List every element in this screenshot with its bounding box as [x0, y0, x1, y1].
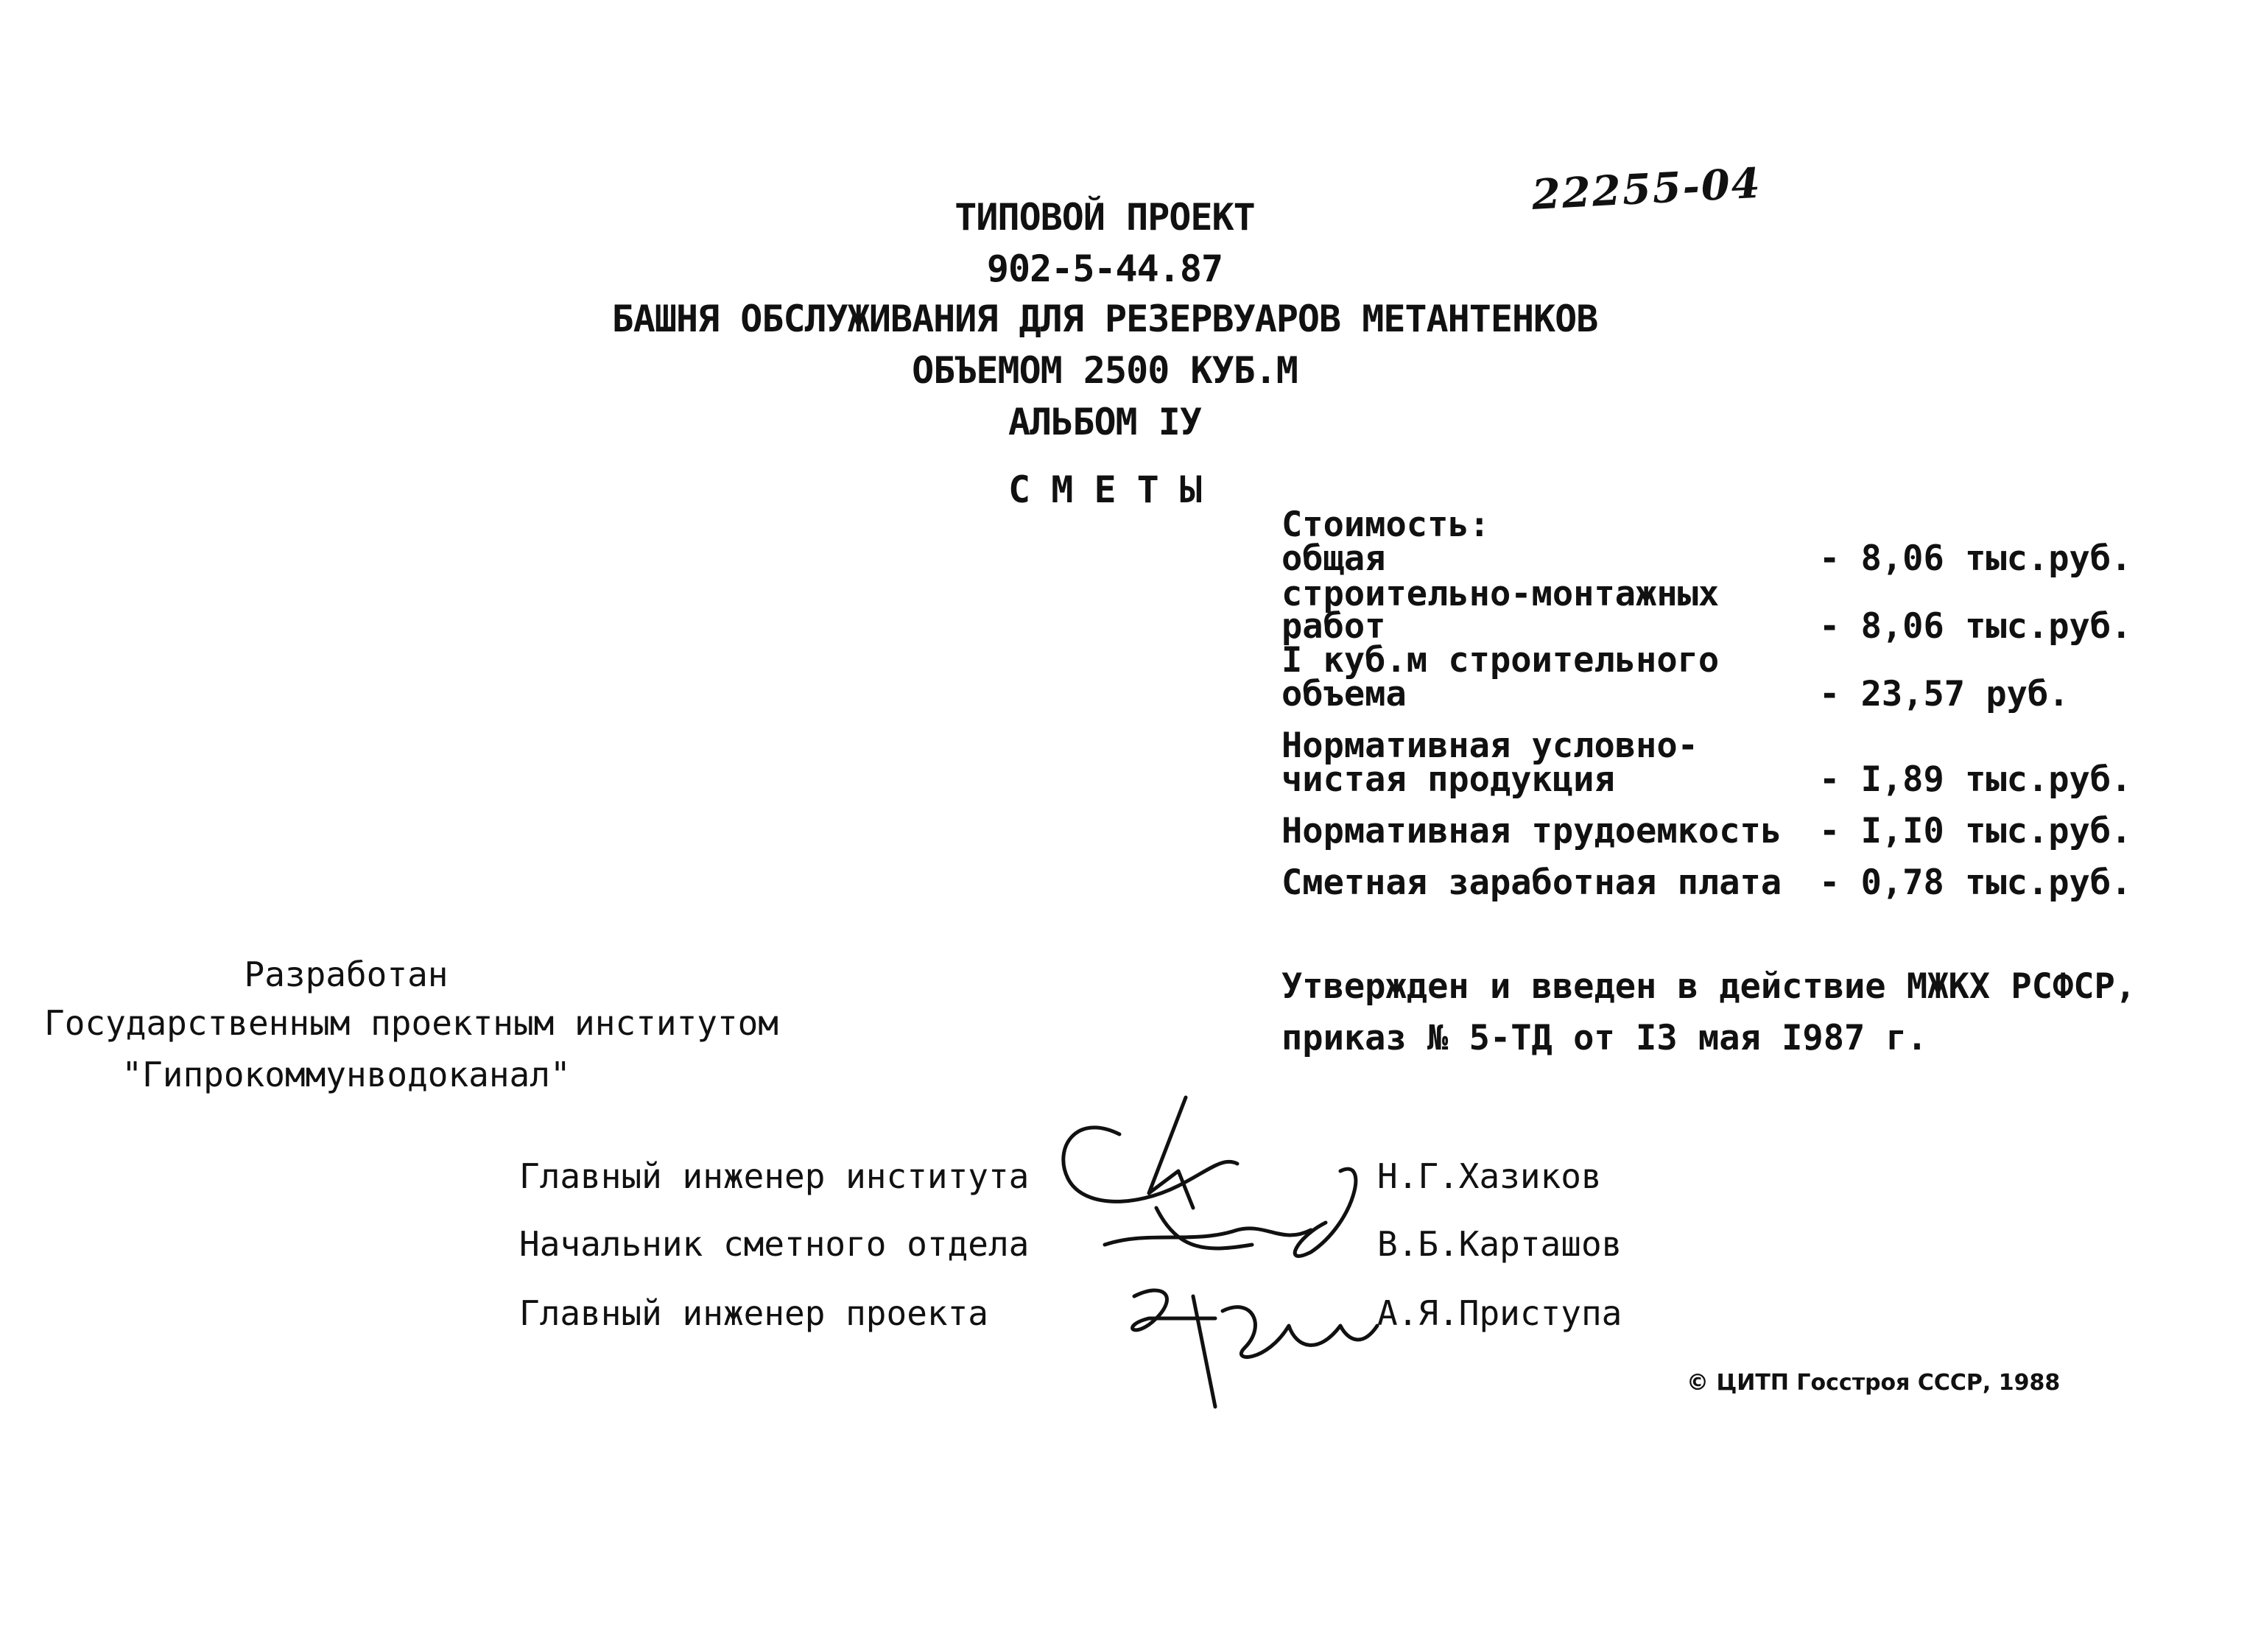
signature-mark: [1105, 1229, 1311, 1245]
cost-label: Нормативная условно-: [1281, 725, 1698, 766]
developer-name: "Гипрокоммунводоканал": [122, 1055, 571, 1094]
signature-name: Н.Г.Хазиков: [1377, 1156, 1602, 1196]
cost-label: общая: [1281, 538, 1386, 579]
signature-mark: [1295, 1169, 1356, 1256]
signature-role: Начальник сметного отдела: [519, 1224, 1030, 1264]
project-title-line2: ОБЪЕМОМ 2500 КУБ.М: [912, 349, 1298, 392]
project-title-line1: БАШНЯ ОБСЛУЖИВАНИЯ ДЛЯ РЕЗЕРВУАРОВ МЕТАНТЕНКОВ: [611, 298, 1598, 340]
cost-label-cont: чистая продукция: [1281, 759, 1615, 800]
signature-mark: [1223, 1307, 1377, 1357]
cost-value: - 0,78 тыс.руб.: [1819, 862, 2132, 903]
project-type: ТИПОВОЙ ПРОЕКТ: [954, 196, 1255, 239]
cost-value: - 8,06 тыс.руб.: [1819, 606, 2132, 647]
signature-role: Главный инженер института: [519, 1156, 1030, 1196]
document-number: 22255-04: [1530, 158, 1763, 219]
project-code: 902-5-44.87: [986, 247, 1223, 290]
cost-label: Сметная заработная плата: [1281, 862, 1782, 903]
signature-mark: [1149, 1097, 1193, 1208]
cost-label: строительно-монтажных: [1281, 574, 1720, 614]
developer-label: Разработан: [244, 955, 449, 994]
cost-value: - 23,57 руб.: [1819, 674, 2070, 714]
signature-name: А.Я.Приступа: [1377, 1293, 1622, 1333]
album-label: АЛЬБОМ IУ: [1008, 401, 1201, 443]
cost-label: Нормативная трудоемкость: [1281, 811, 1782, 851]
cost-value: - 8,06 тыс.руб.: [1819, 538, 2132, 579]
cost-heading: Стоимость:: [1281, 505, 1490, 545]
cost-value: - I,89 тыс.руб.: [1819, 759, 2132, 800]
section-title: С М Е Т Ы: [1008, 468, 1201, 511]
cost-label: I куб.м строительного: [1281, 640, 1720, 681]
signature-role: Главный инженер проекта: [519, 1293, 988, 1333]
signature-mark: [1193, 1296, 1215, 1407]
signature-name: В.Б.Карташов: [1377, 1224, 1622, 1264]
signature-mark: [1133, 1290, 1215, 1330]
cost-label-cont: работ: [1281, 606, 1386, 647]
approval-line2: приказ № 5-ТД от I3 мая I987 г.: [1281, 1018, 1928, 1058]
cost-value: - I,I0 тыс.руб.: [1819, 811, 2132, 851]
approval-line1: Утвержден и введен в действие МЖКХ РСФСР,: [1281, 966, 2137, 1007]
cost-label-cont: объема: [1281, 674, 1407, 714]
copyright: © ЦИТП Госстроя СССР, 1988: [1687, 1370, 2061, 1396]
developer-institute: Государственным проектным институтом: [44, 1003, 778, 1043]
